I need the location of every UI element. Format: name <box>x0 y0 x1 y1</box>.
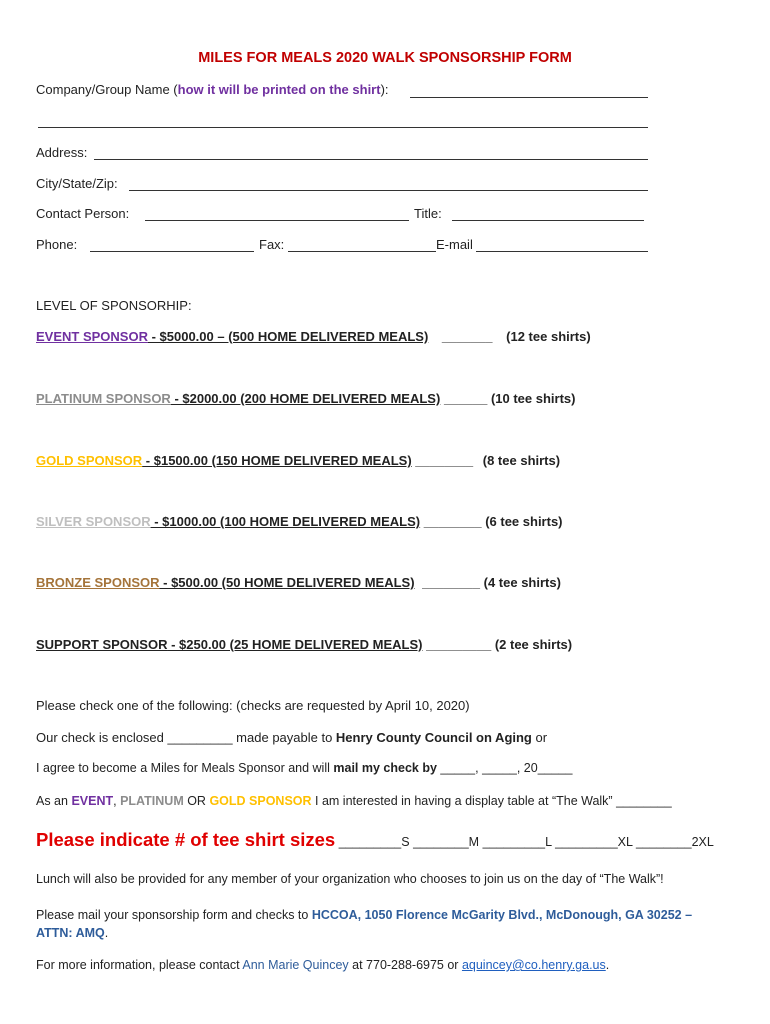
city-label: City/State/Zip: <box>36 176 118 191</box>
company-label-prefix: Company/Group Name ( <box>36 82 178 97</box>
level-blank[interactable]: ________ <box>415 453 474 468</box>
level-name: SUPPORT SPONSOR <box>36 637 168 652</box>
display-table-line[interactable] <box>36 794 672 808</box>
payee-name: Henry County Council on Aging <box>335 730 532 745</box>
contact-name: Ann Marie Quincey <box>242 958 349 972</box>
contact-info <box>36 958 609 972</box>
email-label: E-mail <box>436 237 473 252</box>
lunch-note: Lunch will also be provided for any member of your organization who chooses to join us on the day of “The Walk”! <box>36 872 664 886</box>
level-blank[interactable]: _________ <box>426 637 492 652</box>
check-enclosed-or: or <box>531 730 548 745</box>
agree-date-blanks[interactable]: _____, _____, 20_____ <box>436 761 573 775</box>
display-platinum: PLATINUM <box>120 794 184 808</box>
level-shirts: (10 tee shirts) <box>490 391 576 406</box>
levels-heading: LEVEL OF SPONSORHIP: <box>36 298 192 313</box>
tee-sizes-label: Please indicate # of tee shirt sizes <box>36 829 336 850</box>
company-hint: how it will be printed on the shirt <box>177 82 381 97</box>
display-gold: GOLD SPONSOR <box>209 794 312 808</box>
company-label <box>36 82 389 97</box>
level-detail: - $1500.00 (150 HOME DELIVERED MEALS) <box>142 453 412 468</box>
display-event: EVENT <box>71 794 114 808</box>
level-platinum[interactable] <box>36 391 576 406</box>
contact-email-link[interactable]: aquincey@co.henry.ga.us <box>461 958 606 972</box>
email-field[interactable] <box>476 251 648 252</box>
mail-attn: ATTN: AMQ <box>36 926 105 940</box>
level-name: GOLD SPONSOR <box>36 453 143 468</box>
form-title: MILES FOR MEALS 2020 WALK SPONSORSHIP FORM <box>198 50 572 66</box>
level-name: BRONZE SPONSOR <box>36 575 160 590</box>
title-label: Title: <box>414 206 442 221</box>
level-detail: - $2000.00 (200 HOME DELIVERED MEALS) <box>170 391 441 406</box>
fax-field[interactable] <box>288 251 436 252</box>
info-phone: at 770-288-6975 or <box>348 958 462 972</box>
level-detail: - $500.00 (50 HOME DELIVERED MEALS) <box>159 575 415 590</box>
info-period: . <box>605 958 610 972</box>
level-name: SILVER SPONSOR <box>36 514 151 529</box>
level-detail: - $5000.00 – (500 HOME DELIVERED MEALS) <box>147 329 429 344</box>
info-text: For more information, please contact <box>36 958 243 972</box>
agree-line[interactable] <box>36 761 572 775</box>
mail-period: . <box>104 926 109 940</box>
tee-sizes-line[interactable] <box>36 829 714 851</box>
level-silver[interactable] <box>36 514 563 529</box>
city-field[interactable] <box>129 190 648 191</box>
level-shirts: (8 tee shirts) <box>482 453 561 468</box>
level-detail: - $1000.00 (100 HOME DELIVERED MEALS) <box>150 514 421 529</box>
agree-text: I agree to become a Miles for Meals Sponsor and will <box>36 761 334 775</box>
level-blank[interactable]: ______ <box>443 391 488 406</box>
level-blank[interactable]: ________ <box>422 575 480 590</box>
level-detail: - $250.00 (25 HOME DELIVERED MEALS) <box>167 637 423 652</box>
phone-field[interactable] <box>90 251 254 252</box>
level-name: EVENT SPONSOR <box>36 329 148 344</box>
company-label-suffix: ): <box>380 82 389 97</box>
level-name: PLATINUM SPONSOR <box>36 391 171 406</box>
level-blank[interactable]: ________ <box>423 514 482 529</box>
display-or: OR <box>183 794 210 808</box>
level-shirts: (4 tee shirts) <box>483 575 561 590</box>
mail-check-by: mail my check by <box>333 761 437 775</box>
display-text-b: I am interested in having a display table at “The Walk” ________ <box>311 794 672 808</box>
level-bronze[interactable] <box>36 575 561 590</box>
mail-text: Please mail your sponsorship form and checks to <box>36 908 312 922</box>
company-field-line2[interactable] <box>38 127 648 128</box>
display-comma: , <box>113 794 121 808</box>
level-support[interactable] <box>36 637 572 652</box>
tee-sizes-blanks[interactable]: _________S ________M _________L _________XL ________2XL <box>335 835 714 849</box>
level-gold[interactable] <box>36 453 560 468</box>
level-blank[interactable]: _______ <box>441 329 493 344</box>
mail-address: HCCOA, 1050 Florence McGarity Blvd., McDonough, GA 30252 – <box>311 908 693 922</box>
contact-label: Contact Person: <box>36 206 130 221</box>
check-instruction: Please check one of the following: (checks are requested by April 10, 2020) <box>36 698 470 713</box>
check-enclosed-line[interactable] <box>36 730 547 745</box>
level-shirts: (6 tee shirts) <box>485 514 563 529</box>
fax-label: Fax: <box>259 237 285 252</box>
level-shirts: (12 tee shirts) <box>506 329 591 344</box>
level-event[interactable] <box>36 329 591 344</box>
display-text-a: As an <box>36 794 72 808</box>
address-label: Address: <box>36 145 88 160</box>
phone-label: Phone: <box>36 237 78 252</box>
level-shirts: (2 tee shirts) <box>494 637 573 652</box>
contact-field[interactable] <box>145 220 409 221</box>
address-field[interactable] <box>94 159 648 160</box>
mail-instructions <box>36 906 692 942</box>
company-field[interactable] <box>410 97 648 98</box>
check-enclosed-text: Our check is enclosed _________ made payable to <box>36 730 336 745</box>
title-field[interactable] <box>452 220 644 221</box>
